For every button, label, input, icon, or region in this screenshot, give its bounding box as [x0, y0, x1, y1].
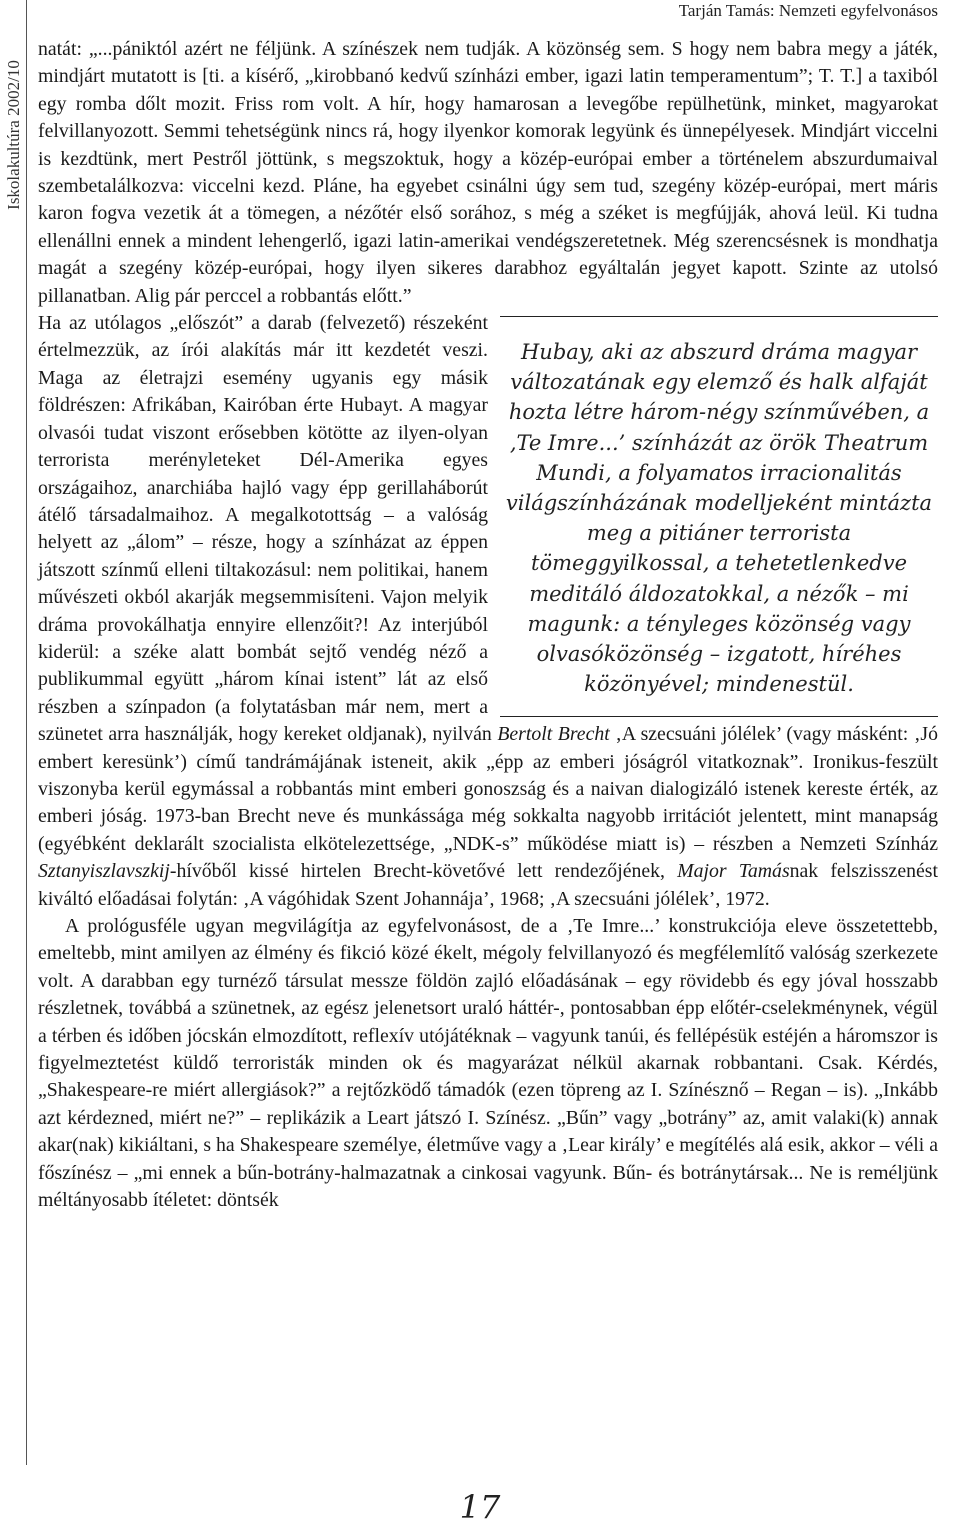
name-bertolt-brecht: Bertolt Brecht	[497, 723, 610, 746]
paragraph-2-text-a: Ha az utólagos „előszót” a darab (felvezető) részeként értelmezzük, az írói alakítás már itt kezdetét veszi. Maga az életrajzi esemény ugyanis egy másik földrészen: Afrikában, Kairóban érte Hubayt. A magyar olvasói tudat viszont erősebben kötötte az ilyen-olyan terrorista merényleteket Dél-Amerika egyes országaihoz, anarchiába hajló vagy épp gerillaháborút átélő társadalmaihoz. A megalkotottság – a valóság helyett az „álom” – része, hogy a színházat az éppen játszott színmű elleni tiltakozásul: nem politikai, hanem művészeti okból akarják megsemmisíteni. Vajon melyik dráma provokálhatja ennyire ellenzőit?! Az interjúból kiderül: a széke alatt bombát sejtő vendég néző a publikummal együtt „három kínai istent” lát az első részben a színpadon (a folytatásban már nem, mert a szünetet arra használják, hogy kereket oldjanak), nyilván	[38, 312, 498, 746]
pull-quote: Hubay, aki az abszurd dráma magyar változatának egy elemző és halk alfaját hozta létre három-négy színművében, a ‚Te Imre...’ színházát az örök Theatrum Mundi, a folyamatos irracionalitás világszínházának modelljeként mintázta meg a pitiáner terrorista tömeggyilkossal, a tehetetlenkedve meditáló áldozatokkal, a nézők – mi magunk: a tényleges közönség vagy olvasóközönség – izgatott, híréhes közönyével; mindenestül.	[500, 316, 938, 716]
name-sztanyiszlavszkij: Sztanyiszlavszkij	[38, 860, 170, 883]
paragraph-2-text-d: nak felszisszenést kiváltó előadásai folytán: ‚A vágóhidak Szent Johannája’, 1968; ‚A szecsuáni jólélek’, 1972.	[38, 860, 938, 910]
paragraph-2-text-b: ‚A szecsuáni jólélek’ (vagy másként: ‚Jó embert keresünk’) című tandrámájának isteneit, akik „épp az emberi jóságról vitatkoznak”. Ironikus-feszült viszonyba kerül egymással a robbantás mint emberi gonoszság és a naivan dialogizáló istenek kereste érték, az emberi jóság. 1973-ban Brecht neve és munkássága még sokkalta nagyobb irritációt jelentett, mint manapság (egyébként deklarált szocialista elkötelezettsége, „NDK-s” működése miatt is) – részben a Nemzeti Színház	[38, 723, 938, 855]
paragraph-2-text-c: -hívőből kissé hirtelen Brecht-követővé lett rendezőjének,	[169, 860, 678, 883]
journal-side-label: Iskolakultúra 2002/10	[4, 60, 23, 210]
running-head: Tarján Tamás: Nemzeti egyfelvonásos	[678, 1, 938, 20]
paragraph-1: natát: „...pániktól azért ne féljünk. A színészek nem tudják. A közönség sem. S hogy nem babra megy a játék, mindjárt mutatott is [ti. a kísérő, „kirobbanó kedvű színházi ember, igazi latin temperamentum”; T. T.] a taxiból egy romba dőlt mozit. Friss rom volt. A hír, hogy hamarosan a levegőbe repülhetünk, minket, magyarokat felvillanyozott. Semmi tehetségünk nincs rá, hogy ilyenkor komorak legyünk és ünnepélyesek. Mindjárt viccelni is kezdtünk, mert Pestről jöttünk, s megszoktuk, hogy a közép-európai ember a történelem abszurdumaival szembetalálkozva: viccelni kezd. Pláne, ha egyebet csinálni úgy sem tud, szegény közép-európai, mert máris karon fogva vezetik át a tömegen, a nézőtér első sorához, s még a széket is megfújják, ahová leül. Ki tudna ellenállni ennek a mindent lehengerlő, igazi latin-amerikai vendégszeretetnek. Még szerencsésnek is mondhatja magát a szegény közép-európai, hogy ilyen sikeres darabhoz egyáltalán jegyet kapott. Szinte az utolsó pillanatban. Alig pár perccel a robbantás előtt.”	[38, 38, 938, 307]
paragraph-3: A prológusféle ugyan megvilágítja az egyfelvonásost, de a ‚Te Imre...’ konstrukciója eleve összetettebb, emeltebb, mint amilyen az élmény és fikció közé ékelt, mégoly felvillanyozó és megfélemlítő valóság szerkezete volt. A darabban egy turnéző társulat messze földön zajló előadásának – egy rövidebb és egy jóval hosszabb részletnek, továbbá a szünetnek, az egész jelenetsort uraló háttér-, pontosabban épp előtér-cselekménynek, végül a térben és időben jócskán elmozdított, reflexív utójátéknak – vagyunk tanúi, és fellépésük estéjén a háromszor is figyelmeztetést küldő terroristák minden ok és magyarázat nélkül akarnak robbantani. Csak. Kérdés, „Shakespeare-re miért allergiások?” a rejtőzködő támadók (ezen töpreng az I. Színésznő – Regan – is). „Inkább azt kérdezned, miért ne?” – replikázik a Leart játszó I. Színész. „Bűn” vagy „botrány” az, amit valaki(k) annak akar(nak) kikiáltani, s ha Shakespeare személye, életműve vagy a ‚Lear király’ e megítélés alá esik, akkor – véli a főszínész – „mi ennek a bűn-botrány-halmazatnak a cinkosai vagyunk. Bűn- és botránytársak... Ne is reméljünk méltányosabb ítéletet: döntsék	[38, 915, 938, 1212]
side-vertical-rule	[26, 0, 27, 1465]
page-number: 17	[459, 1488, 501, 1526]
article-body	[38, 36, 938, 1214]
name-major-tamas: Major Tamás	[677, 860, 790, 883]
